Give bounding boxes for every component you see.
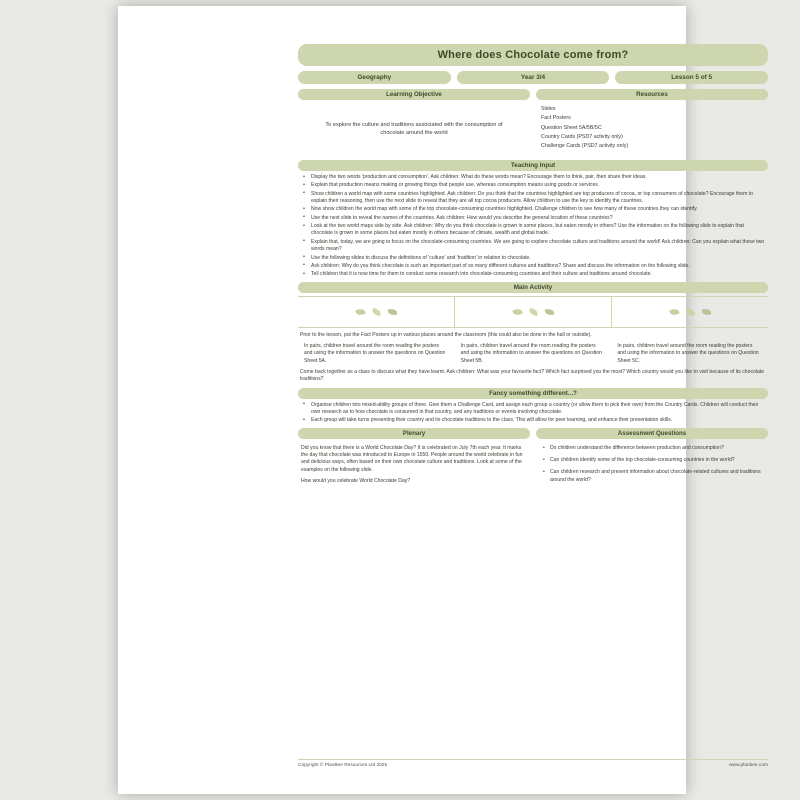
resources-heading: Resources: [536, 89, 768, 100]
footer-website: www.planbee.com: [729, 763, 768, 768]
footer: [298, 759, 768, 768]
list-item: • Organise children into mixed-ability groups of three. Give them a Challenge Card, and assign each group a country (or allow them to pick their own) from the Country Cards. Children will conduct their own research as to how chocolate is consumed in that country, and any traditions or events involving chocolate.: [307, 402, 765, 416]
leaf-icon: [701, 308, 710, 315]
activity-icon-row: [298, 296, 768, 328]
leaf-icon-group: [513, 309, 554, 315]
assessment-heading: Assessment Questions: [536, 428, 768, 439]
list-item: • Do children understand the difference between production and consumption?: [547, 445, 765, 452]
main-activity-intro: Prior to the lesson, put the Fact Posters up in various places around the classroom (this could also be done in the hall or outside).: [300, 331, 592, 338]
resource-item: Question Sheet 5A/5B/5C: [541, 124, 602, 131]
list-item: • Can children identify some of the top chocolate-consuming countries in the world?: [547, 457, 765, 464]
plenary-heading: Plenary: [298, 428, 530, 439]
list-item: • Use the following slides to discuss the definitions of 'culture' and 'tradition' in relation to chocolate.: [307, 255, 765, 262]
resources-column: [536, 89, 768, 156]
learning-objective-text: To explore the culture and traditions associated with the consumption of chocolate around the world: [325, 121, 503, 136]
teaching-input-list: [298, 174, 768, 279]
list-item: • Tell children that it is now time for them to conduct some research into chocolate-consuming countries and their culture and traditions around chocolate.: [307, 271, 765, 278]
subject-badge: Geography: [298, 71, 451, 84]
list-item: • Can children research and present information about chocolate-related cultures and traditions around the world?: [547, 469, 765, 484]
activity-column-c: In pairs, children travel around the room reading the posters and using the information to answer the questions on Question Sheet 5C.: [617, 342, 759, 364]
resources-list: [536, 102, 768, 156]
list-item: • Each group will take turns presenting their country and its chocolate traditions to the class. This will allow for peer learning, and enhance their presentation skills.: [307, 417, 765, 424]
leaf-icon: [355, 307, 365, 315]
list-item: • Show children a world map with some countries highlighted. Ask children: Do you think that the countries highlighted are top producers of cocoa, or top consumers of chocolate? Encourage them to explain their reasoning, then use the next slide to reveal that they are all top cocoa producers. Allow children to use the key to identify the countries.: [307, 191, 765, 205]
activity-icon-cell: [612, 297, 768, 327]
meta-row: [298, 71, 768, 84]
plenary-text: Did you know that there is a World Chocolate Day? It is celebrated on July 7th each year. It marks the day that chocolate was introduced to Europe in 1550. People around the world celebrate in fun and delicious ways, often based on their own chocolate culture and traditions. Look at some of the examples on the following slide.: [301, 444, 523, 473]
plenary-assessment-row: [298, 428, 768, 490]
leaf-icon: [371, 307, 381, 315]
assessment-list: [536, 441, 768, 485]
learning-objective-heading: Learning Objective: [298, 89, 530, 100]
objective-resources-row: [298, 89, 768, 156]
list-item: • Explain that production means making or growing things that people use, whereas consumption means using goods or services.: [307, 182, 765, 189]
leaf-icon-group: [670, 309, 711, 315]
leaf-icon-group: [356, 309, 397, 315]
resource-item: Fact Posters: [541, 115, 571, 122]
main-activity-heading: Main Activity: [298, 282, 768, 293]
list-item: • Ask children: Why do you think chocolate is such an important part of so many different cultures and traditions? Share and discuss the information on the following slide.: [307, 263, 765, 270]
teaching-input-heading: Teaching Input: [298, 160, 768, 171]
year-badge: Year 3/4: [457, 71, 610, 84]
leaf-icon: [387, 308, 396, 315]
activity-column-b: In pairs, children travel around the room reading the posters and using the information to answer the questions on Question Sheet 5B.: [460, 342, 602, 364]
main-activity-columns: [298, 343, 768, 365]
resource-item: Slides: [541, 106, 556, 112]
lesson-badge: Lesson 5 of 5: [615, 71, 768, 84]
activity-column-a: In pairs, children travel around the room reading the posters and using the information to answer the questions on Question Sheet 5A.: [304, 342, 446, 364]
plenary-question: How would you celebrate World Chocolate Day?: [301, 478, 411, 485]
activity-icon-cell: [455, 297, 612, 327]
fancy-something-different-heading: Fancy something different...?: [298, 388, 768, 399]
resource-item: Country Cards (PSD7 activity only): [541, 133, 623, 140]
list-item: • Use the next slide to reveal the names of the countries. Ask children: How would you describe the general location of these countries?: [307, 215, 765, 222]
leaf-icon: [669, 307, 679, 315]
page-title: Where does Chocolate come from?: [298, 44, 768, 66]
list-item: • Look at the two world maps side by side. Ask children: Why do you think chocolate is grown in some places, but eaten mostly in others? Use the information on the following slide to explain that chocolate is grown in some places but eaten mostly in others because of climate, wealth and global trade.: [307, 223, 765, 237]
leaf-icon: [544, 308, 553, 315]
leaf-icon: [685, 307, 695, 315]
leaf-icon: [512, 307, 522, 315]
list-item: • Now show children the world map with some of the top chocolate-consuming countries highlighted. Challenge children to see how many of these countries they can identify.: [307, 206, 765, 213]
fancy-something-different-list: [298, 402, 768, 425]
leaf-icon: [528, 307, 538, 315]
plenary-column: [298, 428, 530, 490]
activity-icon-cell: [298, 297, 455, 327]
assessment-column: [536, 428, 768, 490]
lesson-plan-content: [298, 44, 768, 784]
lesson-plan-sheet: [130, 16, 768, 780]
list-item: • Display the two words 'production and consumption'. Ask children: What do these words mean? Encourage them to think, pair, then share their ideas.: [307, 174, 765, 181]
resource-item: Challenge Cards (PSD7 activity only): [541, 143, 629, 150]
learning-objective-column: [298, 89, 530, 156]
main-activity-outro: Come back together as a class to discuss what they have learnt. Ask children: What was your favourite fact? Which fact surprised you the most? Which country would you like to visit because of its chocolate traditions?: [300, 369, 765, 383]
list-item: • Explain that, today, we are going to focus on the chocolate-consuming countries. We are going to explore chocolate culture and traditions around the world! Ask children: Can you explain what these two words mean?: [307, 239, 765, 253]
footer-copyright: Copyright © PlanBee Resources Ltd 2025: [298, 763, 388, 768]
